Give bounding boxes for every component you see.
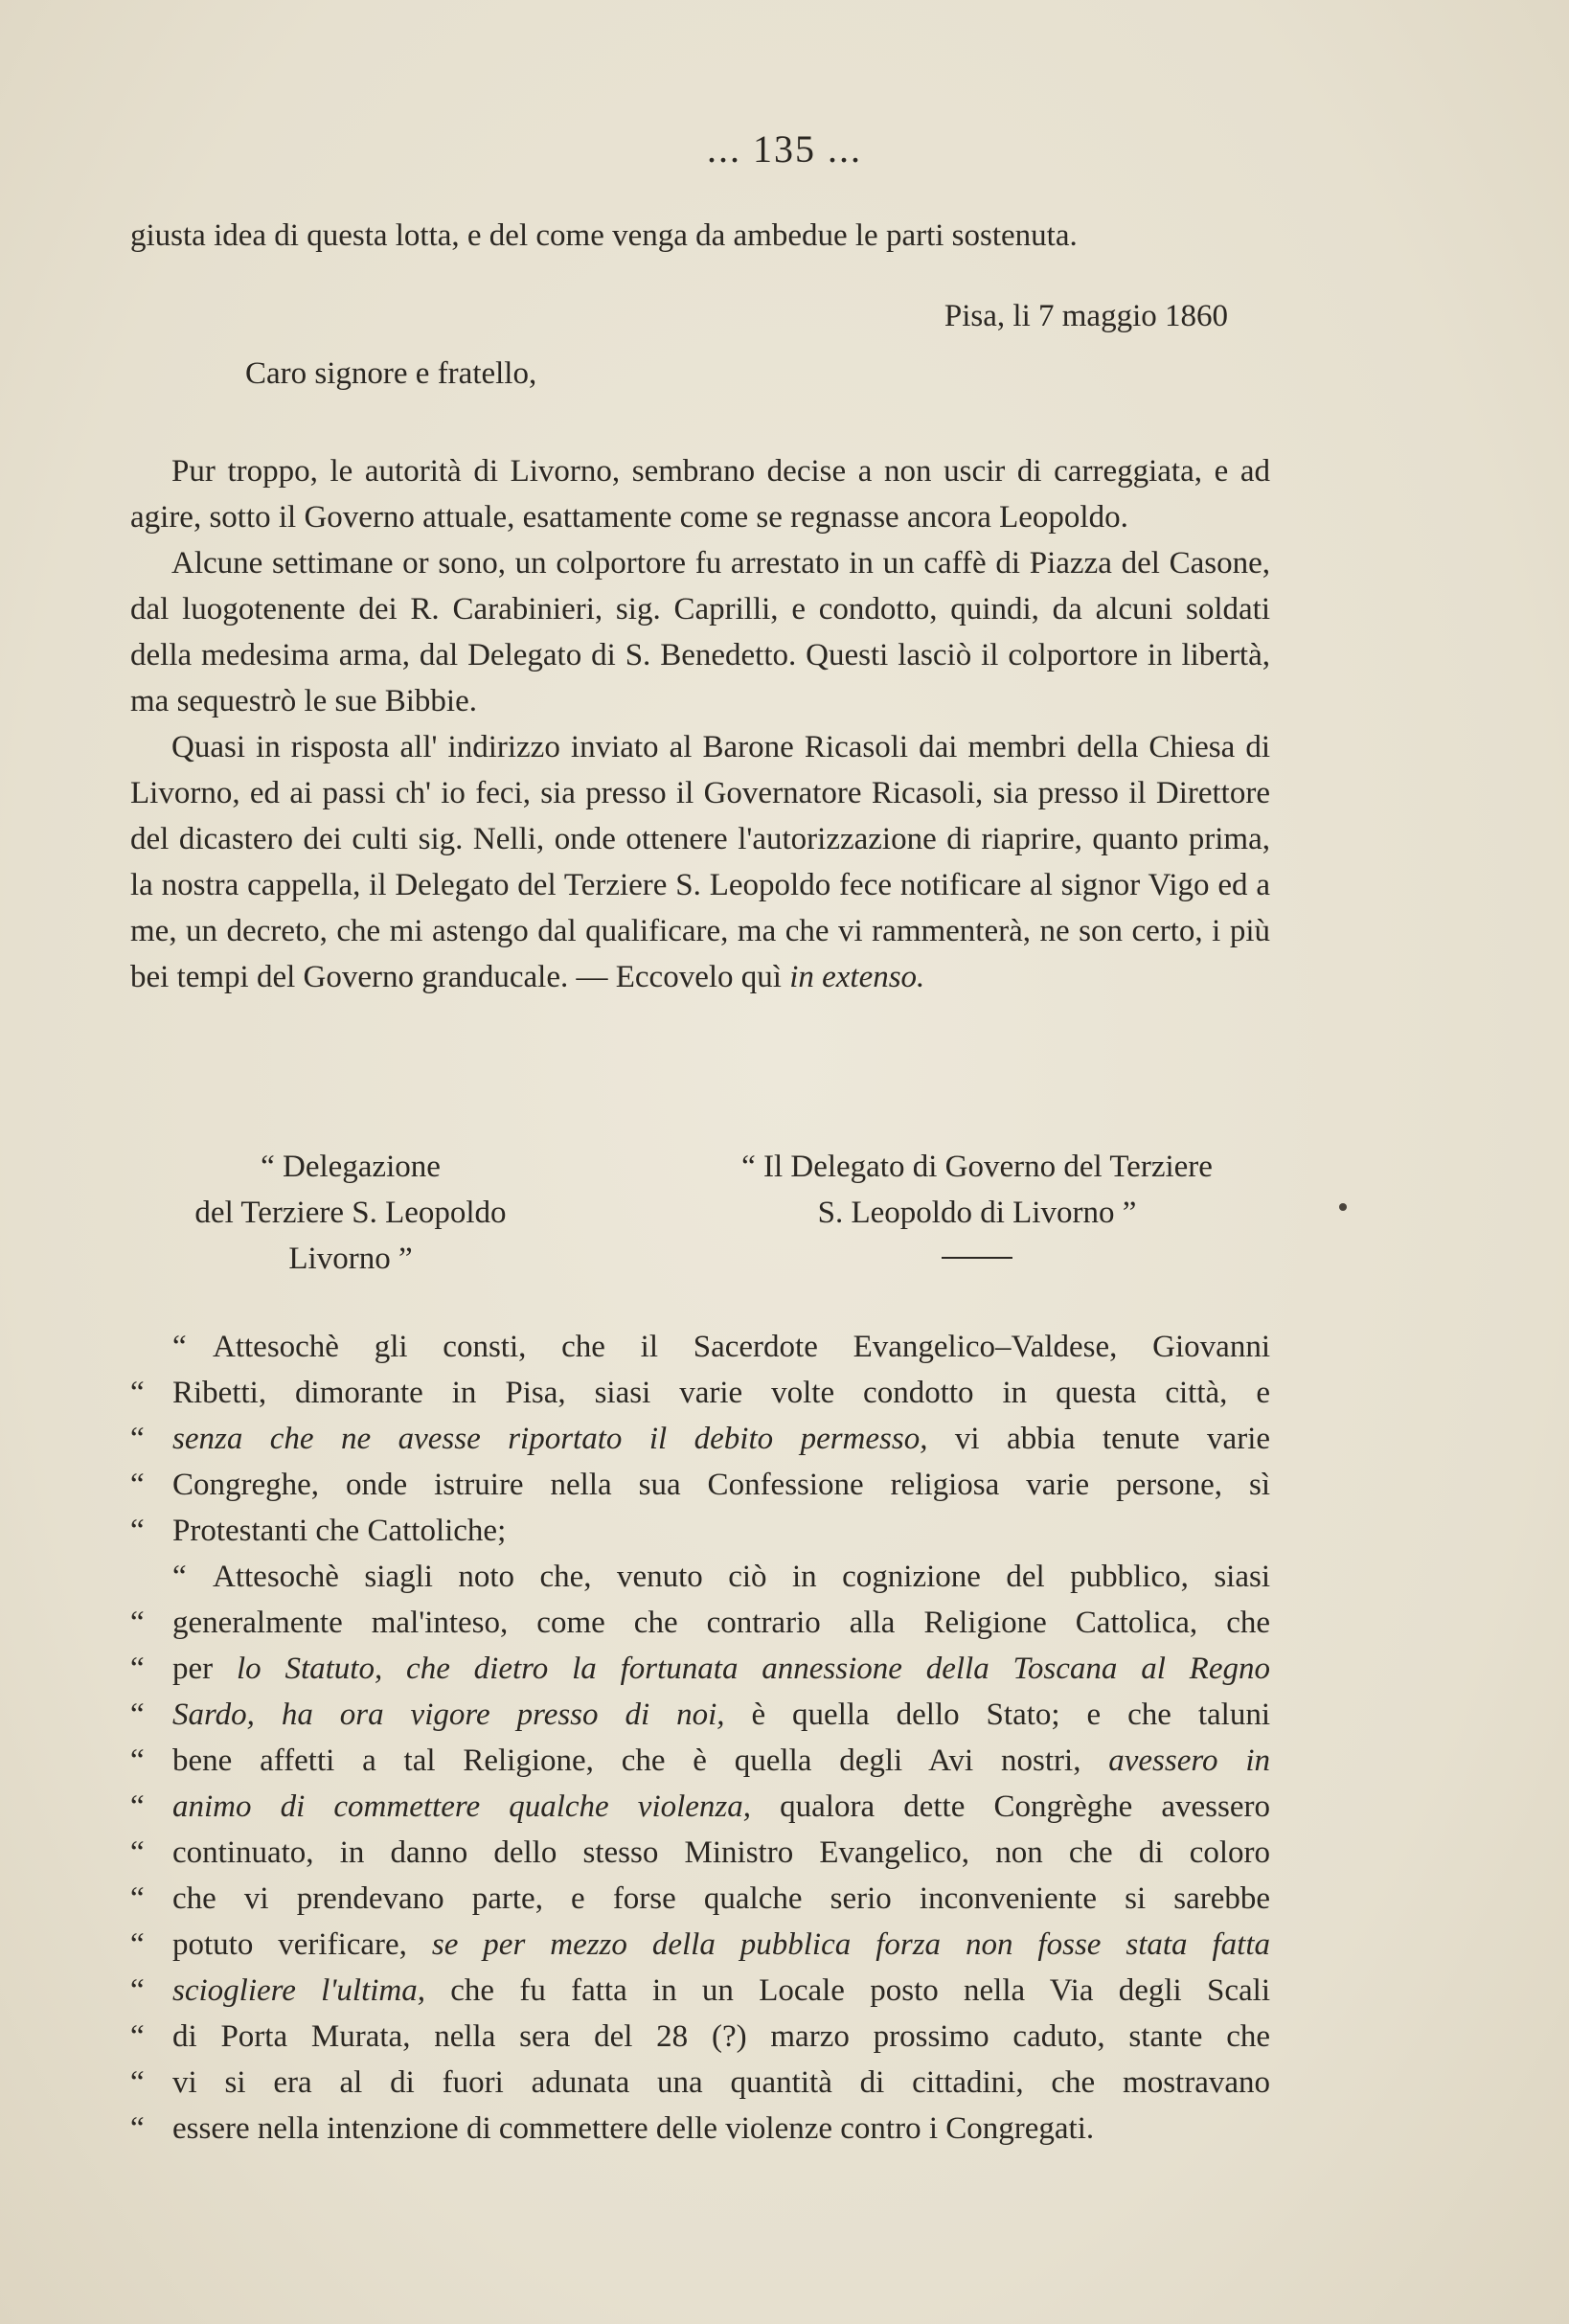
quote-mark: “	[130, 1514, 145, 1548]
decree-line	[130, 1830, 1270, 1876]
decree-line	[130, 1646, 1270, 1692]
heading-left-line: Livorno ”	[288, 1242, 413, 1276]
quote-mark: “	[130, 1422, 145, 1456]
heading-left-line: del Terziere S. Leopoldo	[194, 1196, 507, 1230]
quote-mark: “	[130, 1697, 145, 1732]
text-segment: Congreghe, onde istruire nella sua Confessione religiosa varie persone, sì	[172, 1468, 1270, 1502]
quote-mark: “	[130, 1606, 145, 1640]
italic-phrase: sciogliere l'ultima,	[172, 1973, 425, 2008]
decree-line-text	[172, 1652, 1270, 1686]
text-segment: continuato, in danno dello stesso Ministro Evangelico, non che di coloro	[172, 1835, 1270, 1870]
text-segment: è quella dello Stato; e che taluni	[724, 1697, 1270, 1732]
quote-mark: “	[172, 1560, 187, 1594]
quote-mark: “	[130, 2065, 145, 2100]
text-segment: Attesochè gli consti, che il Sacerdote Evangelico–Valdese, Giovanni	[213, 1330, 1270, 1364]
quote-mark: “	[130, 1468, 145, 1502]
text-segment: potuto verificare,	[172, 1927, 432, 1962]
italic-phrase: lo Statuto, che dietro la fortunata annessione della Toscana al Regno	[236, 1652, 1270, 1686]
decree-line	[130, 1968, 1270, 2014]
decree-line	[130, 1738, 1270, 1784]
text-segment: Ribetti, dimorante in Pisa, siasi varie volte condotto in questa città, e	[172, 1376, 1270, 1410]
letter-paragraph: Quasi in risposta all' indirizzo inviato al Barone Ricasoli dai membri della Chiesa di Livorno, ed ai passi ch' io feci, sia presso il Governatore Ricasoli, sia presso il Direttore del dicastero dei culti sig. Nelli, onde ottenere l'autorizzazione di riaprire, quanto prima, la nostra cappella, il Delegato del Terziere S. Leopoldo fece notificare al signor Vigo ed a me, un decreto, che mi astengo dal qualificare, ma che vi rammenterà, ne son certo, i più bei tempi del Governo granducale. — Eccovelo quì in extenso.	[130, 730, 1270, 994]
decree-line-text	[172, 2111, 1094, 2146]
separator-rule	[942, 1257, 1012, 1259]
opening-paragraph-text: giusta idea di questa lotta, e del come venga da ambedue le parti sostenuta.	[130, 218, 1078, 253]
text-segment: per	[172, 1652, 237, 1686]
decree-line	[130, 1324, 1270, 1370]
heading-left-line: “ Delegazione	[261, 1150, 441, 1184]
decree-line	[130, 2060, 1270, 2106]
text-segment: che vi prendevano parte, e forse qualche serio inconveniente si sarebbe	[172, 1881, 1270, 1916]
italic-phrase: in extenso.	[789, 960, 925, 994]
decree-line	[130, 1508, 1270, 1554]
quote-mark: “	[130, 1881, 145, 1916]
quote-mark: “	[130, 1376, 145, 1410]
decree-line	[130, 2106, 1270, 2152]
letter-paragraph: Pur troppo, le autorità di Livorno, sembrano decise a non uscir di carreggiata, e ad agire, sotto il Governo attuale, esattamente come se regnasse ancora Leopoldo.	[130, 454, 1270, 535]
decree-line	[130, 1784, 1270, 1830]
letter-dateline: Pisa, li 7 maggio 1860	[944, 299, 1228, 333]
italic-phrase: se per mezzo della pubblica forza non fosse stata fatta	[431, 1927, 1270, 1962]
decree-line	[130, 1692, 1270, 1738]
quote-mark: “	[130, 1835, 145, 1870]
decree-line-text	[172, 1973, 1270, 2008]
decree-heading-right	[671, 1144, 1284, 1259]
quote-mark: “	[130, 1652, 145, 1686]
opening-paragraph	[130, 213, 1270, 259]
text-segment: qualora dette Congrèghe avessero	[751, 1789, 1270, 1824]
page-number: ... 135 ...	[707, 127, 862, 171]
heading-right-line: S. Leopoldo di Livorno ”	[817, 1196, 1137, 1230]
decree-line	[130, 1600, 1270, 1646]
decree-line	[130, 1462, 1270, 1508]
letter-paragraph: Alcune settimane or sono, un colportore fu arrestato in un caffè di Piazza del Casone, dal luogotenente dei R. Carabinieri, sig. Caprilli, e condotto, quindi, da alcuni soldati della medesima arma, dal Delegato di S. Benedetto. Questi lasciò il colportore in libertà, ma sequestrò le sue Bibbie.	[130, 546, 1270, 718]
decree-line-text	[172, 1514, 506, 1548]
decree-line	[130, 1416, 1270, 1462]
decree-line-text	[172, 1789, 1270, 1824]
text-segment: che fu fatta in un Locale posto nella Via degli Scali	[425, 1973, 1270, 2008]
decree-line	[130, 1554, 1270, 1600]
letter-body	[130, 448, 1270, 1000]
decree-line-text	[172, 1560, 1270, 1594]
heading-right-line: “ Il Delegato di Governo del Terziere	[741, 1150, 1213, 1184]
decree-line-text	[172, 1422, 1270, 1456]
decree-line-text	[172, 1468, 1270, 1502]
decree-line-text	[172, 1927, 1270, 1962]
decree-line-text	[172, 1743, 1270, 1778]
text-segment: di Porta Murata, nella sera del 28 (?) marzo prossimo caduto, stante che	[172, 2019, 1270, 2054]
letter-greeting: Caro signore e fratello,	[245, 356, 537, 391]
text-segment: Protestanti che Cattoliche;	[172, 1514, 507, 1548]
quote-mark: “	[130, 1789, 145, 1824]
decree-line	[130, 1876, 1270, 1922]
quote-mark: “	[172, 1330, 187, 1364]
text-segment: vi abbia tenute varie	[927, 1422, 1271, 1456]
italic-phrase: Sardo, ha ora vigore presso di noi,	[172, 1697, 725, 1732]
quote-mark: “	[130, 1973, 145, 2008]
text-segment: bene affetti a tal Religione, che è quella degli Avi nostri,	[172, 1743, 1109, 1778]
decree-line-text	[172, 2019, 1270, 2054]
text-segment: essere nella intenzione di commettere delle violenze contro i Congregati.	[172, 2111, 1095, 2146]
decree-line	[130, 2014, 1270, 2060]
italic-phrase: senza che ne avesse riportato il debito permesso,	[172, 1422, 928, 1456]
decree-line-text	[172, 1835, 1270, 1870]
decree-line	[130, 1922, 1270, 1968]
decree-line-text	[172, 1697, 1270, 1732]
text-segment: Attesochè siagli noto che, venuto ciò in cognizione del pubblico, siasi	[213, 1560, 1270, 1594]
decree-line-text	[172, 1330, 1270, 1364]
quote-mark: “	[130, 2019, 145, 2054]
decree-line	[130, 1370, 1270, 1416]
italic-phrase: animo di commettere qualche violenza,	[172, 1789, 752, 1824]
quote-mark: “	[130, 1927, 145, 1962]
decree-line-text	[172, 1606, 1270, 1640]
decree-line-text	[172, 2065, 1270, 2100]
decree-text	[130, 1324, 1270, 2152]
decree-heading-left	[130, 1144, 571, 1282]
quote-mark: “	[130, 2111, 145, 2146]
ink-spot	[1339, 1203, 1347, 1211]
decree-line-text	[172, 1376, 1270, 1410]
decree-line-text	[172, 1881, 1270, 1916]
text-segment: vi si era al di fuori adunata una quantità di cittadini, che mostravano	[172, 2065, 1270, 2100]
text-segment: generalmente mal'inteso, come che contrario alla Religione Cattolica, che	[172, 1606, 1270, 1640]
italic-phrase: avessero in	[1108, 1743, 1270, 1778]
quote-mark: “	[130, 1743, 145, 1778]
